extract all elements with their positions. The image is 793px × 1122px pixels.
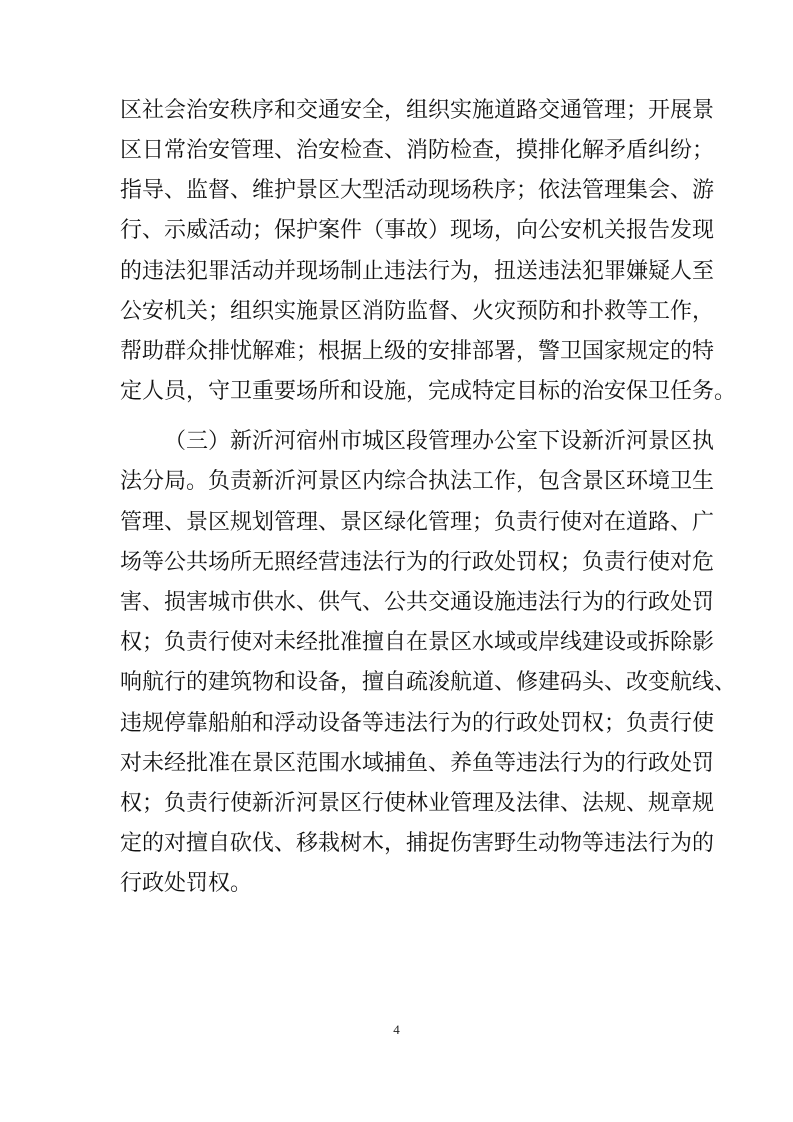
paragraph-line: 对未经批准在景区范围水域捕鱼、养鱼等违法行为的行政处罚 [120, 751, 715, 776]
paragraph-line: 权；负责行使对未经批准擅自在景区水域或岸线建设或拆除影 [120, 630, 715, 655]
paragraph-line: 区日常治安管理、治安检查、消防检查，摸排化解矛盾纠纷； [120, 138, 715, 163]
paragraph-line: 管理、景区规划管理、景区绿化管理；负责行使对在道路、广 [120, 510, 715, 535]
paragraph-line: 场等公共场所无照经营违法行为的行政处罚权；负责行使对危 [120, 550, 715, 575]
paragraph-line: 权；负责行使新沂河景区行使林业管理及法律、法规、规章规 [120, 791, 715, 816]
paragraph-line: 法分局。负责新沂河景区内综合执法工作，包含景区环境卫生 [120, 469, 715, 494]
paragraph-line: 响航行的建筑物和设备，擅自疏浚航道、修建码头、改变航线、 [120, 670, 737, 695]
paragraph-line: （三）新沂河宿州市城区段管理办公室下设新沂河景区执 [164, 429, 715, 454]
paragraph-line: 公安机关；组织实施景区消防监督、火灾预防和扑救等工作， [120, 299, 715, 324]
paragraph-line: 的违法犯罪活动并现场制止违法行为，扭送违法犯罪嫌疑人至 [120, 259, 715, 284]
page-number: 4 [393, 1022, 400, 1037]
paragraph-line: 行政处罚权。 [120, 871, 253, 896]
paragraph-line: 定的对擅自砍伐、移栽树木，捕捉伤害野生动物等违法行为的 [120, 831, 715, 856]
paragraph-line: 违规停靠船舶和浮动设备等违法行为的行政处罚权；负责行使 [120, 711, 715, 736]
paragraph-line: 帮助群众排忧解难；根据上级的安排部署，警卫国家规定的特 [120, 339, 715, 364]
paragraph-line: 区社会治安秩序和交通安全，组织实施道路交通管理；开展景 [120, 98, 715, 123]
paragraph-line: 指导、监督、维护景区大型活动现场秩序；依法管理集会、游 [120, 178, 715, 203]
paragraph-line: 行、示威活动；保护案件（事故）现场，向公安机关报告发现 [120, 218, 715, 243]
paragraph-line: 害、损害城市供水、供气、公共交通设施违法行为的行政处罚 [120, 590, 715, 615]
paragraph-line: 定人员，守卫重要场所和设施，完成特定目标的治安保卫任务。 [120, 379, 737, 404]
